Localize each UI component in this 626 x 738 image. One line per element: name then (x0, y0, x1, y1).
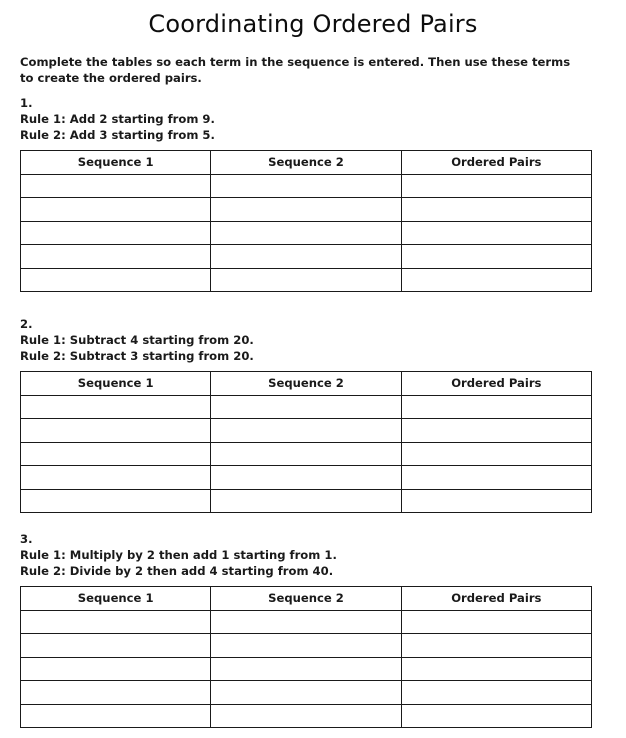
table-row (21, 657, 592, 681)
sequence-1-cell[interactable] (21, 634, 211, 658)
sequence-1-cell[interactable] (21, 221, 211, 245)
sequence-2-cell[interactable] (211, 419, 401, 443)
sequence-2-input[interactable] (211, 490, 400, 513)
sequence-2-cell[interactable] (211, 610, 401, 634)
ordered-pair-cell[interactable] (401, 174, 591, 198)
ordered-pair-cell[interactable] (401, 634, 591, 658)
sequence-1-cell[interactable] (21, 610, 211, 634)
table-row (21, 681, 592, 705)
sequence-2-cell[interactable] (211, 268, 401, 292)
sequence-1-cell[interactable] (21, 268, 211, 292)
table-row (21, 489, 592, 513)
ordered-pair-cell[interactable] (401, 268, 591, 292)
rule-2: Rule 2: Add 3 starting from 5. (20, 128, 215, 142)
sequence-1-input[interactable] (21, 658, 210, 681)
table-row (21, 198, 592, 222)
column-header: Sequence 2 (211, 151, 401, 175)
problem-3-table (20, 586, 592, 728)
column-header: Sequence 2 (211, 372, 401, 396)
problem-number: 3. (20, 532, 33, 546)
sequence-2-cell[interactable] (211, 489, 401, 513)
rule-1: Rule 1: Subtract 4 starting from 20. (20, 333, 254, 347)
rule-2: Rule 2: Divide by 2 then add 4 starting from 40. (20, 564, 334, 578)
sequence-2-input[interactable] (211, 175, 400, 198)
page-title: Coordinating Ordered Pairs (148, 10, 478, 38)
sequence-1-cell[interactable] (21, 657, 211, 681)
table-row (21, 610, 592, 634)
table-row (21, 395, 592, 419)
sequence-1-cell[interactable] (21, 681, 211, 705)
table-row (21, 634, 592, 658)
ordered-pair-cell[interactable] (401, 245, 591, 269)
sequence-2-cell[interactable] (211, 466, 401, 490)
sequence-1-input[interactable] (21, 198, 210, 221)
ordered-pair-input[interactable] (402, 443, 591, 466)
ordered-pair-input[interactable] (402, 269, 591, 292)
problem-1-table (20, 150, 592, 292)
column-header: Sequence 1 (21, 587, 211, 611)
ordered-pair-cell[interactable] (401, 681, 591, 705)
ordered-pair-input[interactable] (402, 466, 591, 489)
sequence-1-input[interactable] (21, 705, 210, 728)
sequence-1-cell[interactable] (21, 395, 211, 419)
sequence-2-input[interactable] (211, 396, 400, 419)
column-header: Ordered Pairs (401, 372, 591, 396)
ordered-pair-cell[interactable] (401, 419, 591, 443)
ordered-pair-input[interactable] (402, 396, 591, 419)
sequence-2-input[interactable] (211, 681, 400, 704)
sequence-1-input[interactable] (21, 269, 210, 292)
ordered-pair-cell[interactable] (401, 221, 591, 245)
sequence-1-input[interactable] (21, 466, 210, 489)
table-row (21, 419, 592, 443)
sequence-2-cell[interactable] (211, 657, 401, 681)
rule-1: Rule 1: Add 2 starting from 9. (20, 112, 215, 126)
sequence-1-input[interactable] (21, 396, 210, 419)
table-header-row (21, 372, 592, 396)
sequence-1-input[interactable] (21, 419, 210, 442)
rule-2: Rule 2: Subtract 3 starting from 20. (20, 349, 254, 363)
sequence-2-input[interactable] (211, 222, 400, 245)
sequence-1-cell[interactable] (21, 245, 211, 269)
ordered-pair-cell[interactable] (401, 395, 591, 419)
sequence-1-cell[interactable] (21, 466, 211, 490)
column-header: Sequence 1 (21, 372, 211, 396)
sequence-2-cell[interactable] (211, 174, 401, 198)
sequence-1-cell[interactable] (21, 704, 211, 728)
sequence-1-cell[interactable] (21, 198, 211, 222)
sequence-2-cell[interactable] (211, 221, 401, 245)
sequence-1-input[interactable] (21, 634, 210, 657)
table-row (21, 704, 592, 728)
table-row (21, 174, 592, 198)
ordered-pair-input[interactable] (402, 198, 591, 221)
sequence-1-cell[interactable] (21, 174, 211, 198)
sequence-1-input[interactable] (21, 443, 210, 466)
sequence-2-cell[interactable] (211, 442, 401, 466)
sequence-2-input[interactable] (211, 269, 400, 292)
sequence-2-cell[interactable] (211, 395, 401, 419)
ordered-pair-input[interactable] (402, 634, 591, 657)
sequence-2-input[interactable] (211, 443, 400, 466)
problem-2-instructions (20, 316, 254, 364)
ordered-pair-input[interactable] (402, 222, 591, 245)
sequence-1-cell[interactable] (21, 489, 211, 513)
ordered-pair-input[interactable] (402, 611, 591, 634)
ordered-pair-input[interactable] (402, 658, 591, 681)
column-header: Ordered Pairs (401, 151, 591, 175)
sequence-2-cell[interactable] (211, 198, 401, 222)
column-header: Sequence 1 (21, 151, 211, 175)
problem-2-table (20, 371, 592, 513)
ordered-pair-cell[interactable] (401, 704, 591, 728)
sequence-2-input[interactable] (211, 198, 400, 221)
sequence-2-cell[interactable] (211, 704, 401, 728)
table-row (21, 466, 592, 490)
sequence-2-input[interactable] (211, 419, 400, 442)
problem-1-instructions (20, 95, 215, 143)
sequence-1-input[interactable] (21, 681, 210, 704)
ordered-pair-input[interactable] (402, 175, 591, 198)
ordered-pair-input[interactable] (402, 245, 591, 268)
sequence-1-input[interactable] (21, 222, 210, 245)
ordered-pair-input[interactable] (402, 705, 591, 728)
ordered-pair-cell[interactable] (401, 198, 591, 222)
sequence-2-input[interactable] (211, 705, 400, 728)
sequence-2-cell[interactable] (211, 245, 401, 269)
table-row (21, 245, 592, 269)
sequence-2-input[interactable] (211, 634, 400, 657)
problem-number: 2. (20, 317, 33, 331)
sequence-1-input[interactable] (21, 245, 210, 268)
ordered-pair-cell[interactable] (401, 466, 591, 490)
sequence-1-cell[interactable] (21, 419, 211, 443)
sequence-1-input[interactable] (21, 175, 210, 198)
ordered-pair-input[interactable] (402, 490, 591, 513)
problem-number: 1. (20, 96, 33, 110)
column-header: Sequence 2 (211, 587, 401, 611)
sequence-1-input[interactable] (21, 611, 210, 634)
sequence-2-cell[interactable] (211, 681, 401, 705)
ordered-pair-cell[interactable] (401, 657, 591, 681)
sequence-1-cell[interactable] (21, 442, 211, 466)
instructions: Complete the tables so each term in the sequence is entered. Then use these terms to create the ordered pairs. (20, 55, 571, 85)
column-header: Ordered Pairs (401, 587, 591, 611)
sequence-2-input[interactable] (211, 245, 400, 268)
ordered-pair-cell[interactable] (401, 489, 591, 513)
ordered-pair-input[interactable] (402, 419, 591, 442)
sequence-2-input[interactable] (211, 658, 400, 681)
table-row (21, 442, 592, 466)
rule-1: Rule 1: Multiply by 2 then add 1 starting from 1. (20, 548, 337, 562)
sequence-2-cell[interactable] (211, 634, 401, 658)
problem-3-instructions (20, 531, 337, 579)
ordered-pair-cell[interactable] (401, 610, 591, 634)
sequence-1-input[interactable] (21, 490, 210, 513)
table-row (21, 221, 592, 245)
table-header-row (21, 587, 592, 611)
ordered-pair-cell[interactable] (401, 442, 591, 466)
sequence-2-input[interactable] (211, 611, 400, 634)
table-row (21, 268, 592, 292)
sequence-2-input[interactable] (211, 466, 400, 489)
ordered-pair-input[interactable] (402, 681, 591, 704)
table-header-row (21, 151, 592, 175)
